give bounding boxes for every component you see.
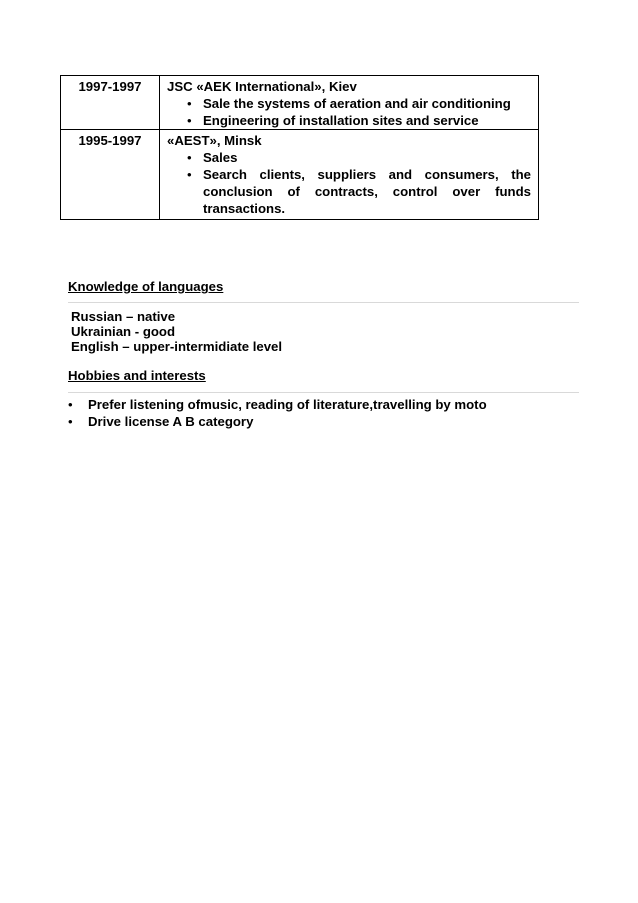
duty-text: Search clients, suppliers and consumers, the conclusion of contracts, control over funds transactions. [203, 167, 531, 216]
bullet-icon: • [187, 150, 192, 165]
experience-table [60, 75, 539, 220]
experience-company: «AEST», Minsk [167, 133, 262, 148]
duty-text: Engineering of installation sites and service [203, 113, 479, 128]
experience-company: JSC «AEK International», Kiev [167, 79, 357, 94]
experience-row [61, 76, 539, 130]
bullet-icon: • [68, 397, 73, 412]
duty-item [167, 112, 531, 129]
duty-item [167, 166, 531, 217]
duty-text: Sales [203, 150, 238, 165]
duty-text: Sale the systems of aeration and air conditioning [203, 96, 511, 111]
hobby-text: Prefer listening ofmusic, reading of literature,travelling by moto [88, 397, 487, 412]
section-divider [68, 302, 579, 303]
duty-item [167, 149, 531, 166]
duty-item [167, 95, 531, 112]
hobby-text: Drive license A B category [88, 414, 254, 429]
language-item: Ukrainian - good [71, 324, 176, 339]
experience-description [160, 76, 539, 130]
hobby-item [68, 413, 487, 430]
bullet-icon: • [68, 414, 73, 429]
experience-period: 1997-1997 [61, 76, 160, 130]
bullet-icon: • [187, 167, 192, 182]
experience-description [160, 130, 539, 220]
hobby-item [68, 396, 487, 413]
bullet-icon: • [187, 113, 192, 128]
duty-list [167, 149, 531, 217]
bullet-icon: • [187, 96, 192, 111]
experience-period: 1995-1997 [61, 130, 160, 220]
language-item: Russian – native [71, 309, 176, 324]
duty-list [167, 95, 531, 129]
hobbies-list [68, 396, 487, 430]
language-item: English – upper-intermidiate level [71, 339, 283, 354]
section-divider [68, 392, 579, 393]
hobbies-heading: Hobbies and interests [68, 368, 206, 383]
experience-row [61, 130, 539, 220]
languages-heading: Knowledge of languages [68, 279, 224, 294]
